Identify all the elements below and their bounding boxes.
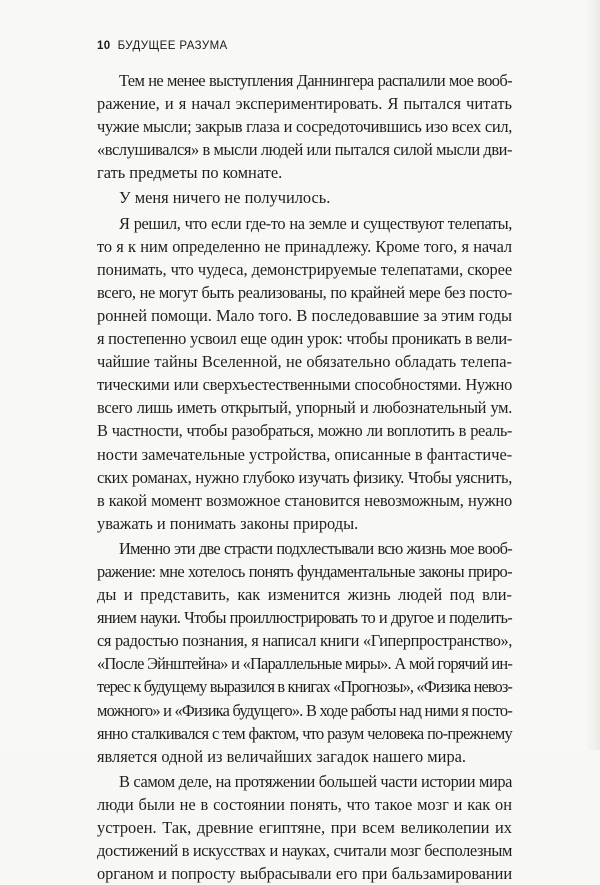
text-line: Именно эти две страсти подхлестывали всю жизнь мое вооб- — [119, 538, 512, 558]
text-line: янно сталкивался с тем фактом, что разум человека по-прежнему — [97, 723, 512, 743]
text-line: я постепенно усвоил еще один урок: чтобы проникать в вели- — [97, 329, 512, 349]
text-line: В самом деле, на протяжении большей части истории мира — [119, 771, 512, 791]
text-line: чужие мысли; закрыв глаза и сосредоточившись изо всех сил, — [97, 117, 512, 137]
text-line: всего, не могут быть реализованы, по крайней мере без посто- — [97, 282, 512, 302]
paragraph — [97, 186, 512, 209]
text-line: достижений в искусствах и науках, считали мозг бесполезным — [97, 841, 512, 861]
book-title: БУДУЩЕЕ РАЗУМА — [117, 40, 228, 52]
text-line: можного» и «Физика будущего». В ходе работы над ними я посто- — [97, 700, 512, 720]
text-line: «вслушивался» в мысли людей или пытался силой мысли дви- — [97, 140, 513, 160]
text-line: устроен. Так, древние египтяне, при всем великолепии их — [97, 818, 512, 837]
text-line: ды и представить, как изменится жизнь людей под вли- — [97, 585, 512, 605]
page-edge-shadow — [586, 0, 600, 750]
paragraph — [97, 69, 512, 184]
text-line: янием науки. Чтобы проиллюстрировать то и другое и поделить- — [97, 608, 512, 628]
page-number: 10 — [97, 40, 111, 52]
text-line: чайшие тайны Вселенной, не обязательно обладать телепа- — [97, 352, 512, 372]
text-line: ности замечательные устройства, описанные в фантастиче- — [97, 444, 513, 464]
paragraph — [97, 212, 512, 535]
text-line: В частности, чтобы разобраться, можно ли воплотить в реаль- — [97, 421, 512, 441]
text-line: ражение, и я начал экспериментировать. Я пытался читать — [97, 94, 512, 114]
paragraph — [97, 537, 512, 768]
text-line: ся радостью познания, я написал книги «Гиперпространство», — [97, 631, 512, 651]
text-line: является одной из величайших загадок нашего мира. — [97, 746, 467, 766]
running-header — [97, 40, 228, 52]
text-line: то я к ним определенно не принадлежу. Кроме того, я начал — [97, 236, 512, 256]
text-line: понимать, что чудеса, демонстрируемые телепатами, скорее — [97, 259, 512, 279]
text-line: ских романах, нужно глубоко изучать физику. Чтобы уяснить, — [97, 467, 512, 487]
text-line: гать предметы по комнате. — [97, 163, 283, 183]
text-line: в какой момент возможное становится невозможным, нужно — [97, 490, 512, 510]
text-line: органом и попросту выбрасывали его при бальзамировании — [97, 864, 512, 884]
paragraph — [97, 770, 512, 885]
text-line: тическими или сверхъестественными способностями. Нужно — [97, 375, 512, 395]
text-line: уважать и понимать законы природы. — [97, 513, 359, 533]
text-line: ронней помощи. Мало того. В последовавшие за этим годы — [97, 305, 512, 325]
body-text — [97, 69, 512, 885]
text-line: У меня ничего не получилось. — [119, 188, 331, 208]
text-line: Тем не менее выступления Даннингера распалили мое вооб- — [119, 71, 512, 90]
text-line: люди были не в состоянии понять, что такое мозг и как он — [97, 794, 512, 814]
text-line: всего лишь иметь открытый, упорный и любознательный ум. — [97, 398, 512, 418]
text-line: Я решил, что если где-то на земле и существуют телепаты, — [119, 213, 512, 233]
text-line: ражение: мне хотелось понять фундаментальные законы приро- — [97, 561, 512, 581]
text-line: терес к будущему выразился в книгах «Прогнозы», «Физика невоз- — [97, 677, 512, 697]
text-line: «После Эйнштейна» и «Параллельные миры». А мой горячий ин- — [97, 654, 512, 674]
